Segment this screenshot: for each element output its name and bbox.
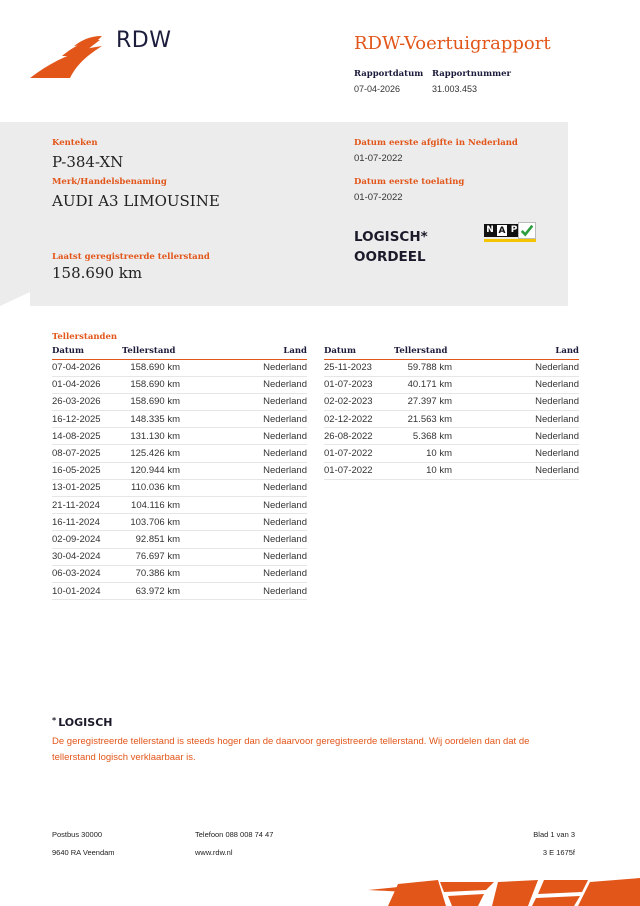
table-row: [52, 565, 307, 582]
cell-land: Nederland: [452, 359, 579, 376]
cell-land: Nederland: [180, 359, 307, 376]
cell-land: Nederland: [180, 514, 307, 531]
cell-tellerstand: 21.563 km: [394, 411, 452, 428]
kenteken-value: P-384-XN: [52, 153, 124, 171]
cell-land: Nederland: [180, 479, 307, 496]
nap-letter-p: P: [508, 224, 520, 237]
verdict-line1: LOGISCH*: [354, 229, 428, 245]
decorative-stripes-icon: [368, 878, 640, 906]
col-header-land: Land: [180, 345, 307, 359]
table-row: [52, 411, 307, 428]
footnote-title: [52, 716, 112, 729]
toelating-label: Datum eerste toelating: [354, 177, 465, 187]
footnote-marker: *: [52, 716, 57, 725]
cell-tellerstand: 76.697 km: [122, 548, 180, 565]
cell-land: Nederland: [180, 565, 307, 582]
table-row: [52, 531, 307, 548]
verdict: [354, 227, 428, 267]
cell-land: Nederland: [180, 411, 307, 428]
cell-land: Nederland: [180, 428, 307, 445]
cell-datum: 01-04-2026: [52, 376, 122, 393]
cell-datum: 01-07-2022: [324, 445, 394, 462]
table-row: [52, 514, 307, 531]
cell-land: Nederland: [180, 376, 307, 393]
cell-tellerstand: 158.690 km: [122, 376, 180, 393]
cell-datum: 10-01-2024: [52, 582, 122, 599]
cell-tellerstand: 158.690 km: [122, 359, 180, 376]
rapportdatum-label: Rapportdatum: [354, 69, 424, 79]
cell-tellerstand: 103.706 km: [122, 514, 180, 531]
table-row: [52, 445, 307, 462]
cell-datum: 25-11-2023: [324, 359, 394, 376]
footnote-text: De geregistreerde tellerstand is steeds hoger dan de daarvoor geregistreerde tellerstand. Wij oordelen dan dat de tellerstand logisch verklaarbaar is.: [52, 736, 530, 763]
footer-telefoon: Telefoon 088 008 74 47: [195, 830, 274, 839]
cell-datum: 02-09-2024: [52, 531, 122, 548]
afgifte-value: 01-07-2022: [354, 153, 403, 164]
cell-datum: 14-08-2025: [52, 428, 122, 445]
panel-extension: [30, 292, 568, 306]
table-row: [324, 411, 579, 428]
cell-datum: 16-05-2025: [52, 462, 122, 479]
cell-tellerstand: 59.788 km: [394, 359, 452, 376]
cell-tellerstand: 110.036 km: [122, 479, 180, 496]
tellerstanden-title: Tellerstanden: [52, 332, 118, 342]
cell-tellerstand: 63.972 km: [122, 582, 180, 599]
table-row: [52, 462, 307, 479]
cell-tellerstand: 40.171 km: [394, 376, 452, 393]
cell-tellerstand: 120.944 km: [122, 462, 180, 479]
merk-label: Merk/Handelsbenaming: [52, 177, 167, 187]
col-header-land: Land: [452, 345, 579, 359]
table-row: [52, 582, 307, 599]
tellerstand-label: Laatst geregistreerde tellerstand: [52, 252, 210, 262]
cell-datum: 13-01-2025: [52, 479, 122, 496]
cell-tellerstand: 5.368 km: [394, 428, 452, 445]
footer-code: 3 E 1675f: [542, 848, 575, 857]
cell-land: Nederland: [452, 428, 579, 445]
cell-land: Nederland: [180, 548, 307, 565]
col-header-tellerstand: Tellerstand: [394, 345, 452, 359]
rapportnummer-value: 31.003.453: [432, 84, 478, 94]
cell-land: Nederland: [452, 411, 579, 428]
footer-postbus: Postbus 30000: [52, 830, 103, 839]
nap-letter-a: A: [496, 224, 508, 237]
col-header-datum: Datum: [324, 345, 394, 359]
cell-tellerstand: 70.386 km: [122, 565, 180, 582]
cell-land: Nederland: [452, 376, 579, 393]
footer-blad: Blad 1 van 3: [533, 830, 575, 839]
cell-datum: 26-03-2026: [52, 393, 122, 410]
cell-tellerstand: 27.397 km: [394, 393, 452, 410]
table-row: [52, 428, 307, 445]
footnote-title-text: LOGISCH: [58, 716, 113, 729]
table-row: [52, 376, 307, 393]
merk-value: AUDI A3 LIMOUSINE: [52, 192, 220, 210]
cell-tellerstand: 10 km: [394, 445, 452, 462]
cell-land: Nederland: [180, 393, 307, 410]
cell-tellerstand: 131.130 km: [122, 428, 180, 445]
kenteken-label: Kenteken: [52, 138, 98, 148]
checkmark-icon: [518, 222, 536, 239]
footer-website[interactable]: www.rdw.nl: [195, 848, 233, 857]
tellerstand-value: 158.690 km: [52, 264, 143, 282]
col-header-datum: Datum: [52, 345, 122, 359]
cell-datum: 01-07-2023: [324, 376, 394, 393]
cell-tellerstand: 92.851 km: [122, 531, 180, 548]
cell-land: Nederland: [452, 462, 579, 479]
cell-tellerstand: 10 km: [394, 462, 452, 479]
nap-letter-n: N: [484, 224, 496, 237]
cell-datum: 06-03-2024: [52, 565, 122, 582]
verdict-line2: OORDEEL: [354, 249, 426, 265]
cell-datum: 16-11-2024: [52, 514, 122, 531]
toelating-value: 01-07-2022: [354, 192, 403, 203]
table-row: [324, 393, 579, 410]
table-row: [324, 359, 579, 376]
cell-datum: 01-07-2022: [324, 462, 394, 479]
table-row: [324, 445, 579, 462]
afgifte-label: Datum eerste afgifte in Nederland: [354, 138, 518, 148]
nap-logo: [480, 222, 538, 244]
table-row: [52, 497, 307, 514]
table-row: [52, 359, 307, 376]
cell-datum: 26-08-2022: [324, 428, 394, 445]
cell-tellerstand: 148.335 km: [122, 411, 180, 428]
cell-datum: 08-07-2025: [52, 445, 122, 462]
rapportnummer-label: Rapportnummer: [432, 69, 511, 79]
cell-datum: 02-12-2022: [324, 411, 394, 428]
cell-datum: 07-04-2026: [52, 359, 122, 376]
cell-datum: 16-12-2025: [52, 411, 122, 428]
tellerstanden-table-left: [52, 345, 307, 600]
cell-datum: 21-11-2024: [52, 497, 122, 514]
cell-datum: 02-02-2023: [324, 393, 394, 410]
table-row: [324, 428, 579, 445]
table-row: [324, 462, 579, 479]
col-header-tellerstand: Tellerstand: [122, 345, 180, 359]
cell-land: Nederland: [180, 462, 307, 479]
cell-datum: 30-04-2024: [52, 548, 122, 565]
cell-land: Nederland: [452, 393, 579, 410]
cell-land: Nederland: [180, 582, 307, 599]
tellerstanden-table-right: [324, 345, 579, 480]
table-row: [52, 548, 307, 565]
nap-bar: [484, 239, 536, 242]
cell-land: Nederland: [180, 497, 307, 514]
footer-plaats: 9640 RA Veendam: [52, 848, 115, 857]
logo-text: RDW: [116, 28, 172, 53]
cell-land: Nederland: [452, 445, 579, 462]
cell-tellerstand: 104.116 km: [122, 497, 180, 514]
table-row: [52, 479, 307, 496]
table-row: [52, 393, 307, 410]
report-title: RDW-Voertuigrapport: [354, 33, 551, 54]
cell-land: Nederland: [180, 531, 307, 548]
cell-tellerstand: 125.426 km: [122, 445, 180, 462]
cell-tellerstand: 158.690 km: [122, 393, 180, 410]
rapportdatum-value: 07-04-2026: [354, 84, 401, 94]
cell-land: Nederland: [180, 445, 307, 462]
table-row: [324, 376, 579, 393]
panel-corner: [0, 292, 30, 306]
